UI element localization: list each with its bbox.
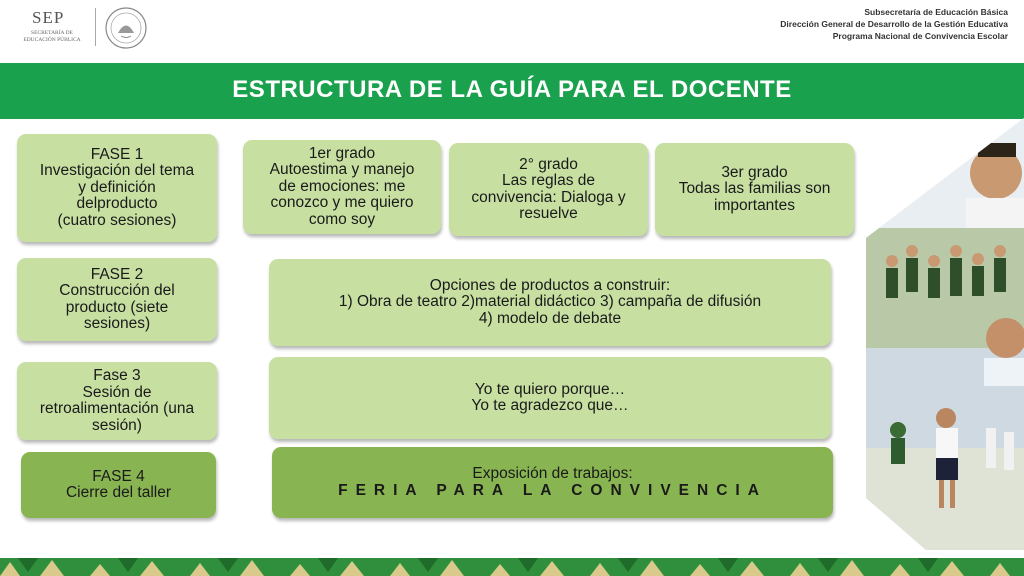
title-band xyxy=(0,63,1024,119)
grade-2-card: 2° grado Las reglas de convivencia: Dialoga y resuelve xyxy=(449,143,648,236)
closing-line-1: Exposición de trabajos: xyxy=(472,465,633,482)
header-line-3: Programa Nacional de Convivencia Escolar xyxy=(832,31,1008,41)
phase-1-card: FASE 1 Investigación del tema y definición delproducto (cuatro sesiones) xyxy=(17,134,217,242)
feria-title: FERIA PARA LA CONVIVENCIA xyxy=(338,481,767,499)
header-line-1: Subsecretaría de Educación Básica xyxy=(864,7,1008,17)
phase-4-card: FASE 4 Cierre del taller xyxy=(21,452,216,518)
sep-logo-text: SEP xyxy=(32,8,65,27)
students-photo-collage xyxy=(866,118,1024,550)
sep-logo-subtitle: SECRETARÍA DE EDUCACIÓN PÚBLICA xyxy=(23,30,81,43)
product-options-card: Opciones de productos a construir: 1) Obra de teatro 2)material didáctico 3) campaña de difusión 4) modelo de debate xyxy=(269,259,831,346)
feedback-card: Yo te quiero porque… Yo te agradezco que… xyxy=(269,357,831,439)
page-title: ESTRUCTURA DE LA GUÍA PARA EL DOCENTE xyxy=(232,76,792,103)
sep-logo xyxy=(12,8,82,48)
header-institution xyxy=(780,6,1008,42)
national-seal-icon xyxy=(104,6,148,50)
header-line-2: Dirección General de Desarrollo de la Gestión Educativa xyxy=(780,19,1008,29)
phase-3-card: Fase 3 Sesión de retroalimentación (una sesión) xyxy=(17,362,217,440)
grade-3-card: 3er grado Todas las familias son importantes xyxy=(655,143,854,236)
closing-exhibition-card xyxy=(272,447,833,518)
phase-2-card: FASE 2 Construcción del producto (siete sesiones) xyxy=(17,258,217,341)
grade-1-card: 1er grado Autoestima y manejo de emociones: me conozco y me quiero como soy xyxy=(243,140,441,234)
footer-pattern xyxy=(0,558,1024,576)
logo-divider xyxy=(95,8,96,46)
